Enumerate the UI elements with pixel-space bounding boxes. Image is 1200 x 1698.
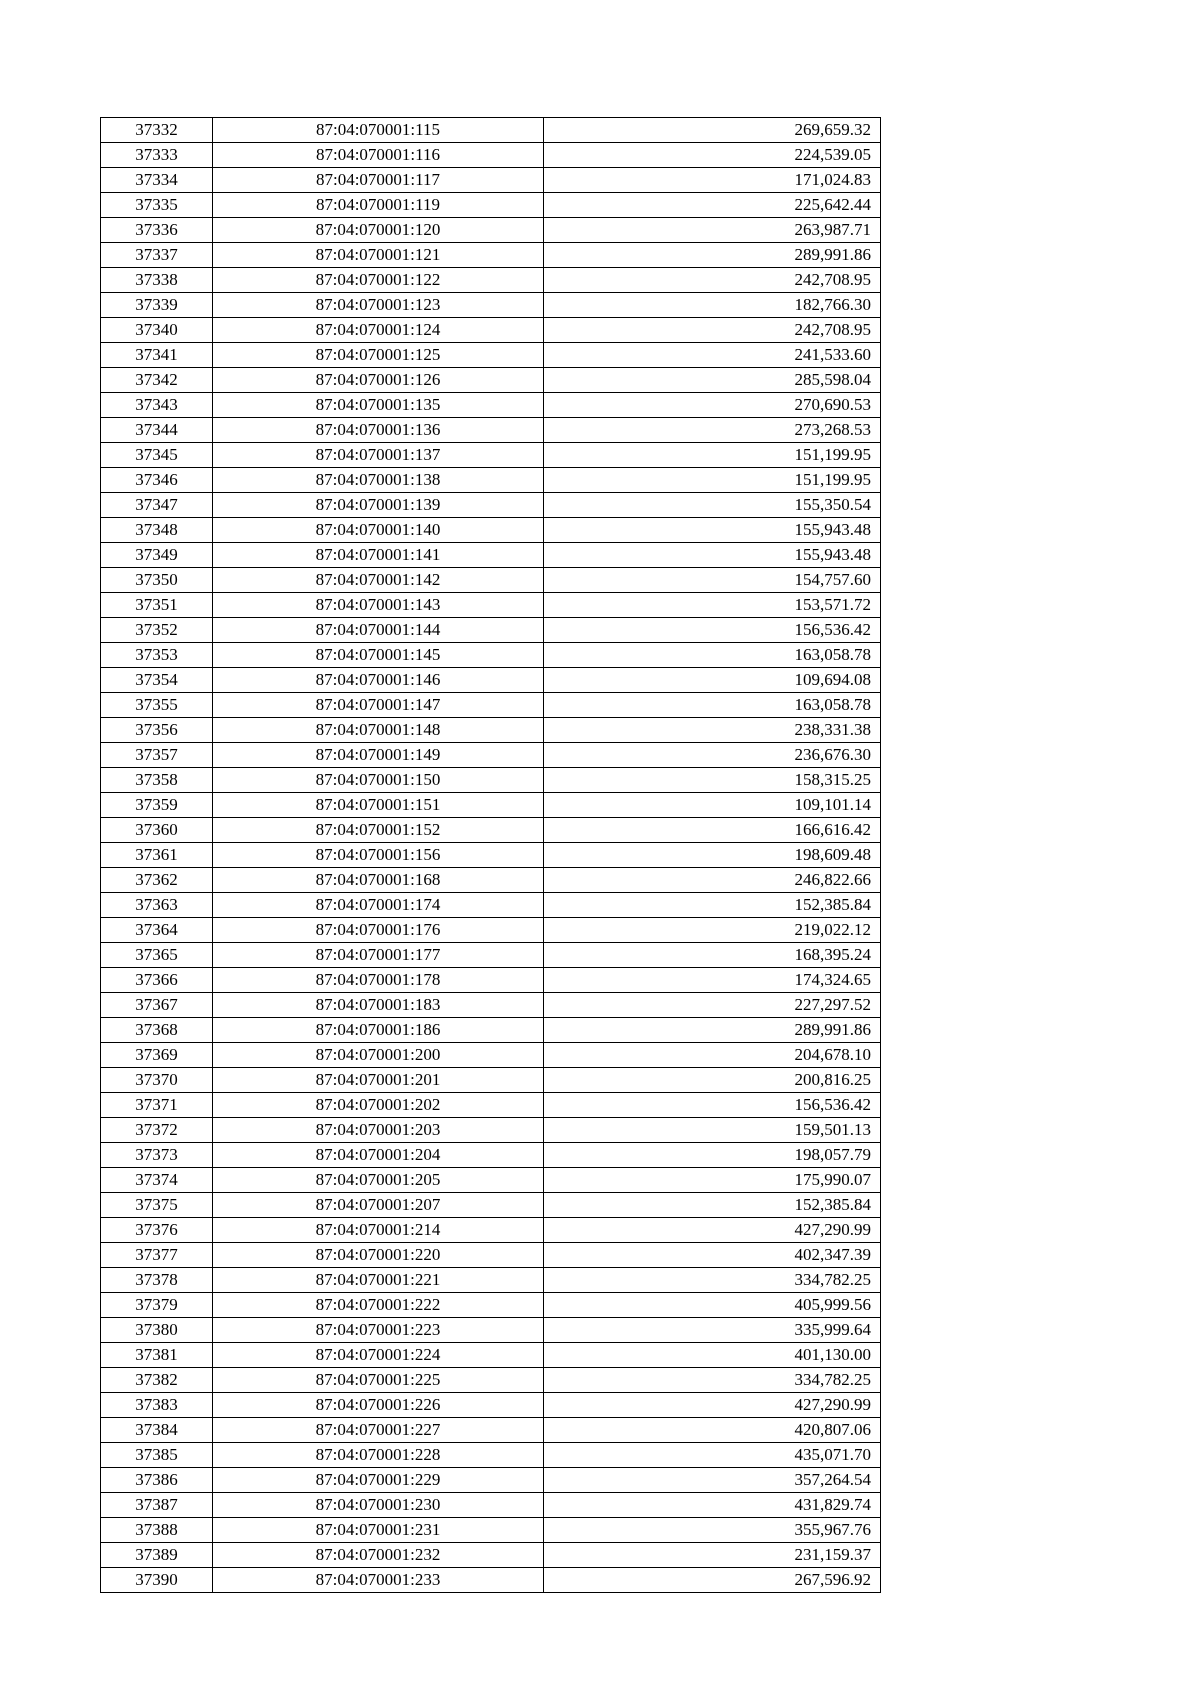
row-number-cell: 37339 [101,293,213,318]
value-cell: 238,331.38 [544,718,881,743]
value-cell: 154,757.60 [544,568,881,593]
value-cell: 241,533.60 [544,343,881,368]
row-number-cell: 37386 [101,1468,213,1493]
table-row [101,968,881,993]
table-body [101,118,881,1593]
table-row [101,193,881,218]
table-row [101,1193,881,1218]
cadastral-number-cell: 87:04:070001:231 [213,1518,544,1543]
cadastral-number-cell: 87:04:070001:174 [213,893,544,918]
value-cell: 270,690.53 [544,393,881,418]
row-number-cell: 37369 [101,1043,213,1068]
value-cell: 224,539.05 [544,143,881,168]
cadastral-number-cell: 87:04:070001:143 [213,593,544,618]
value-cell: 156,536.42 [544,1093,881,1118]
table-row [101,893,881,918]
row-number-cell: 37376 [101,1218,213,1243]
table-row [101,993,881,1018]
table-row [101,293,881,318]
cadastral-number-cell: 87:04:070001:223 [213,1318,544,1343]
cadastral-number-cell: 87:04:070001:122 [213,268,544,293]
cadastral-number-cell: 87:04:070001:183 [213,993,544,1018]
cadastral-number-cell: 87:04:070001:142 [213,568,544,593]
table-row [101,718,881,743]
row-number-cell: 37357 [101,743,213,768]
table-row [101,1568,881,1593]
cadastral-number-cell: 87:04:070001:119 [213,193,544,218]
cadastral-number-cell: 87:04:070001:233 [213,1568,544,1593]
cadastral-number-cell: 87:04:070001:115 [213,118,544,143]
row-number-cell: 37335 [101,193,213,218]
cadastral-number-cell: 87:04:070001:205 [213,1168,544,1193]
row-number-cell: 37388 [101,1518,213,1543]
cadastral-number-cell: 87:04:070001:178 [213,968,544,993]
cadastral-number-cell: 87:04:070001:225 [213,1368,544,1393]
table-row [101,868,881,893]
row-number-cell: 37340 [101,318,213,343]
value-cell: 431,829.74 [544,1493,881,1518]
value-cell: 175,990.07 [544,1168,881,1193]
row-number-cell: 37358 [101,768,213,793]
cadastral-number-cell: 87:04:070001:124 [213,318,544,343]
table-row [101,918,881,943]
cadastral-number-cell: 87:04:070001:229 [213,1468,544,1493]
value-cell: 198,609.48 [544,843,881,868]
table-row [101,1118,881,1143]
value-cell: 246,822.66 [544,868,881,893]
row-number-cell: 37383 [101,1393,213,1418]
cadastral-number-cell: 87:04:070001:227 [213,1418,544,1443]
data-table [100,117,881,1593]
row-number-cell: 37347 [101,493,213,518]
value-cell: 158,315.25 [544,768,881,793]
table-row [101,1243,881,1268]
table-row [101,493,881,518]
value-cell: 267,596.92 [544,1568,881,1593]
cadastral-number-cell: 87:04:070001:202 [213,1093,544,1118]
value-cell: 334,782.25 [544,1268,881,1293]
value-cell: 159,501.13 [544,1118,881,1143]
value-cell: 335,999.64 [544,1318,881,1343]
cadastral-number-cell: 87:04:070001:135 [213,393,544,418]
table-row [101,1168,881,1193]
table-row [101,468,881,493]
cadastral-number-cell: 87:04:070001:168 [213,868,544,893]
row-number-cell: 37385 [101,1443,213,1468]
row-number-cell: 37354 [101,668,213,693]
value-cell: 402,347.39 [544,1243,881,1268]
table-row [101,1418,881,1443]
table-row [101,818,881,843]
cadastral-number-cell: 87:04:070001:141 [213,543,544,568]
value-cell: 405,999.56 [544,1293,881,1318]
value-cell: 236,676.30 [544,743,881,768]
table-row [101,268,881,293]
row-number-cell: 37353 [101,643,213,668]
row-number-cell: 37360 [101,818,213,843]
value-cell: 166,616.42 [544,818,881,843]
value-cell: 227,297.52 [544,993,881,1018]
cadastral-number-cell: 87:04:070001:228 [213,1443,544,1468]
table-row [101,168,881,193]
cadastral-number-cell: 87:04:070001:200 [213,1043,544,1068]
cadastral-number-cell: 87:04:070001:222 [213,1293,544,1318]
cadastral-number-cell: 87:04:070001:201 [213,1068,544,1093]
value-cell: 109,694.08 [544,668,881,693]
row-number-cell: 37384 [101,1418,213,1443]
table-row [101,1318,881,1343]
row-number-cell: 37370 [101,1068,213,1093]
row-number-cell: 37341 [101,343,213,368]
table-row [101,1043,881,1068]
cadastral-number-cell: 87:04:070001:116 [213,143,544,168]
table-row [101,1218,881,1243]
row-number-cell: 37345 [101,443,213,468]
row-number-cell: 37381 [101,1343,213,1368]
table-row [101,393,881,418]
row-number-cell: 37350 [101,568,213,593]
cadastral-number-cell: 87:04:070001:152 [213,818,544,843]
value-cell: 151,199.95 [544,443,881,468]
table-row [101,843,881,868]
cadastral-number-cell: 87:04:070001:156 [213,843,544,868]
row-number-cell: 37333 [101,143,213,168]
cadastral-number-cell: 87:04:070001:220 [213,1243,544,1268]
table-row [101,543,881,568]
row-number-cell: 37382 [101,1368,213,1393]
value-cell: 182,766.30 [544,293,881,318]
row-number-cell: 37389 [101,1543,213,1568]
cadastral-number-cell: 87:04:070001:140 [213,518,544,543]
value-cell: 109,101.14 [544,793,881,818]
cadastral-number-cell: 87:04:070001:150 [213,768,544,793]
value-cell: 263,987.71 [544,218,881,243]
row-number-cell: 37334 [101,168,213,193]
table-row [101,593,881,618]
value-cell: 204,678.10 [544,1043,881,1068]
table-row [101,243,881,268]
row-number-cell: 37364 [101,918,213,943]
table-row [101,143,881,168]
table-row [101,1543,881,1568]
value-cell: 198,057.79 [544,1143,881,1168]
table-row [101,568,881,593]
row-number-cell: 37368 [101,1018,213,1043]
value-cell: 155,350.54 [544,493,881,518]
row-number-cell: 37375 [101,1193,213,1218]
cadastral-number-cell: 87:04:070001:224 [213,1343,544,1368]
value-cell: 231,159.37 [544,1543,881,1568]
value-cell: 285,598.04 [544,368,881,393]
row-number-cell: 37371 [101,1093,213,1118]
table-row [101,1068,881,1093]
row-number-cell: 37366 [101,968,213,993]
table-row [101,943,881,968]
row-number-cell: 37351 [101,593,213,618]
cadastral-number-cell: 87:04:070001:125 [213,343,544,368]
cadastral-number-cell: 87:04:070001:139 [213,493,544,518]
table-row [101,1368,881,1393]
value-cell: 420,807.06 [544,1418,881,1443]
value-cell: 155,943.48 [544,518,881,543]
cadastral-number-cell: 87:04:070001:117 [213,168,544,193]
row-number-cell: 37379 [101,1293,213,1318]
table-row [101,768,881,793]
table-row [101,618,881,643]
table-row [101,318,881,343]
value-cell: 289,991.86 [544,1018,881,1043]
cadastral-number-cell: 87:04:070001:144 [213,618,544,643]
table-row [101,1443,881,1468]
cadastral-number-cell: 87:04:070001:138 [213,468,544,493]
table-row [101,443,881,468]
value-cell: 357,264.54 [544,1468,881,1493]
row-number-cell: 37343 [101,393,213,418]
value-cell: 242,708.95 [544,318,881,343]
cadastral-number-cell: 87:04:070001:230 [213,1493,544,1518]
row-number-cell: 37332 [101,118,213,143]
row-number-cell: 37380 [101,1318,213,1343]
table-row [101,368,881,393]
cadastral-number-cell: 87:04:070001:186 [213,1018,544,1043]
cadastral-number-cell: 87:04:070001:120 [213,218,544,243]
cadastral-number-cell: 87:04:070001:147 [213,693,544,718]
row-number-cell: 37387 [101,1493,213,1518]
table-row [101,1018,881,1043]
cadastral-number-cell: 87:04:070001:148 [213,718,544,743]
table-row [101,343,881,368]
row-number-cell: 37337 [101,243,213,268]
value-cell: 334,782.25 [544,1368,881,1393]
cadastral-number-cell: 87:04:070001:221 [213,1268,544,1293]
value-cell: 242,708.95 [544,268,881,293]
row-number-cell: 37363 [101,893,213,918]
row-number-cell: 37390 [101,1568,213,1593]
table-row [101,418,881,443]
cadastral-number-cell: 87:04:070001:136 [213,418,544,443]
row-number-cell: 37361 [101,843,213,868]
row-number-cell: 37359 [101,793,213,818]
value-cell: 152,385.84 [544,1193,881,1218]
table-row [101,643,881,668]
cadastral-number-cell: 87:04:070001:203 [213,1118,544,1143]
cadastral-number-cell: 87:04:070001:177 [213,943,544,968]
value-cell: 163,058.78 [544,643,881,668]
cadastral-number-cell: 87:04:070001:121 [213,243,544,268]
table-row [101,118,881,143]
cadastral-number-cell: 87:04:070001:214 [213,1218,544,1243]
row-number-cell: 37349 [101,543,213,568]
cadastral-number-cell: 87:04:070001:137 [213,443,544,468]
cadastral-number-cell: 87:04:070001:204 [213,1143,544,1168]
row-number-cell: 37336 [101,218,213,243]
row-number-cell: 37342 [101,368,213,393]
row-number-cell: 37378 [101,1268,213,1293]
value-cell: 435,071.70 [544,1443,881,1468]
value-cell: 152,385.84 [544,893,881,918]
row-number-cell: 37338 [101,268,213,293]
table-row [101,743,881,768]
cadastral-number-cell: 87:04:070001:176 [213,918,544,943]
row-number-cell: 37348 [101,518,213,543]
value-cell: 269,659.32 [544,118,881,143]
value-cell: 163,058.78 [544,693,881,718]
value-cell: 225,642.44 [544,193,881,218]
cadastral-number-cell: 87:04:070001:232 [213,1543,544,1568]
value-cell: 273,268.53 [544,418,881,443]
table-row [101,518,881,543]
value-cell: 289,991.86 [544,243,881,268]
row-number-cell: 37352 [101,618,213,643]
value-cell: 401,130.00 [544,1343,881,1368]
cadastral-number-cell: 87:04:070001:226 [213,1393,544,1418]
cadastral-number-cell: 87:04:070001:146 [213,668,544,693]
table-row [101,1143,881,1168]
cadastral-number-cell: 87:04:070001:145 [213,643,544,668]
value-cell: 155,943.48 [544,543,881,568]
table-row [101,1493,881,1518]
table-row [101,1393,881,1418]
cadastral-number-cell: 87:04:070001:149 [213,743,544,768]
row-number-cell: 37377 [101,1243,213,1268]
value-cell: 427,290.99 [544,1393,881,1418]
value-cell: 151,199.95 [544,468,881,493]
table-row [101,1518,881,1543]
table-row [101,793,881,818]
table-row [101,693,881,718]
value-cell: 219,022.12 [544,918,881,943]
row-number-cell: 37344 [101,418,213,443]
table-row [101,1268,881,1293]
row-number-cell: 37355 [101,693,213,718]
table-row [101,1343,881,1368]
value-cell: 171,024.83 [544,168,881,193]
row-number-cell: 37346 [101,468,213,493]
table-row [101,668,881,693]
table-row [101,1293,881,1318]
value-cell: 153,571.72 [544,593,881,618]
value-cell: 156,536.42 [544,618,881,643]
row-number-cell: 37356 [101,718,213,743]
cadastral-number-cell: 87:04:070001:123 [213,293,544,318]
value-cell: 174,324.65 [544,968,881,993]
table-row [101,1093,881,1118]
cadastral-number-cell: 87:04:070001:207 [213,1193,544,1218]
row-number-cell: 37373 [101,1143,213,1168]
row-number-cell: 37374 [101,1168,213,1193]
row-number-cell: 37367 [101,993,213,1018]
cadastral-number-cell: 87:04:070001:151 [213,793,544,818]
cadastral-number-cell: 87:04:070001:126 [213,368,544,393]
table-row [101,218,881,243]
table-row [101,1468,881,1493]
row-number-cell: 37372 [101,1118,213,1143]
value-cell: 427,290.99 [544,1218,881,1243]
value-cell: 355,967.76 [544,1518,881,1543]
value-cell: 168,395.24 [544,943,881,968]
row-number-cell: 37362 [101,868,213,893]
row-number-cell: 37365 [101,943,213,968]
value-cell: 200,816.25 [544,1068,881,1093]
